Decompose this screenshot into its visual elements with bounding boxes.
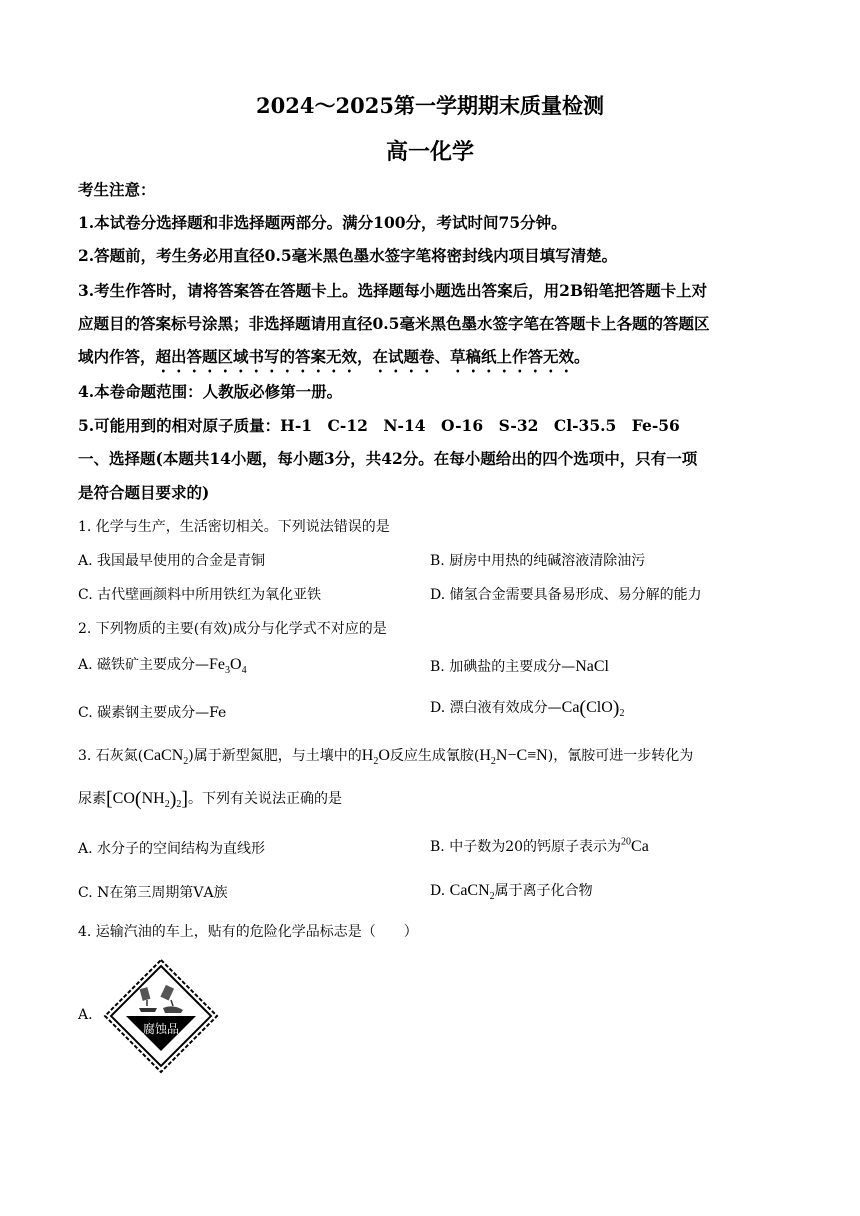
- question-2-option-d: [430, 697, 624, 720]
- corrosive-hazard-sign-icon: [103, 958, 219, 1074]
- question-3-option-c: C. N在第三周期第ⅤA族: [78, 885, 228, 901]
- exam-title: 2024～2025第一学期期末质量检测: [256, 93, 604, 118]
- question-1-option-c: C. 古代壁画颜料中所用铁红为氧化亚铁: [78, 587, 322, 603]
- question-3-stem2-part-b: 。下列有关说法正确的是: [188, 791, 343, 807]
- formula-fe3o4: $Fe_3O_4$: [209, 656, 247, 677]
- question-3-option-d-text: D.: [430, 883, 450, 899]
- question-3-option-b-text: B. 中子数为20的钙原子表示为: [430, 839, 622, 855]
- notice-item-3-part-a: 域内作答，: [78, 347, 156, 366]
- question-3-option-d: [430, 880, 593, 902]
- question-1-stem: 1. 化学与生产，生活密切相关。下列说法错误的是: [78, 519, 390, 535]
- formula-urea: $[CO(NH_2)_2]$: [106, 788, 189, 811]
- section-1-heading-line-2: 是符合题目要求的): [78, 483, 210, 502]
- question-3-option-b: [430, 836, 649, 856]
- formula-nacl: NaCl: [575, 658, 609, 675]
- question-4-option-a-label: A.: [78, 1007, 93, 1023]
- question-1-option-a: A. 我国最早使用的合金是青铜: [78, 553, 266, 569]
- notice-item-2: 2.答题前，考生务必用直径0.5毫米黑色墨水签字笔将密封线内项目填写清楚。: [78, 246, 618, 265]
- question-2-option-a: [78, 654, 247, 676]
- notice-item-3-part-c: 。: [574, 347, 590, 366]
- question-1-option-b: B. 厨房中用热的纯碱溶液清除油污: [430, 553, 646, 569]
- notice-item-3-emphasis: 超出答题区域书写的答案无效，在试题卷、草稿纸上作答无效: [155, 347, 575, 366]
- notice-heading: 考生注意：: [78, 180, 156, 199]
- formula-cacn2: CaCN$_2$: [143, 747, 189, 768]
- question-3-stem-part-b: )属于新型氮肥，与土壤中的: [188, 748, 362, 764]
- section-1-heading-line-1: 一、选择题(本题共14小题，每小题3分，共42分。在每小题给出的四个选项中，只有一项: [78, 449, 698, 468]
- formula-20ca: $^{20}$Ca: [621, 836, 649, 855]
- question-3-stem-line-2: [78, 788, 342, 811]
- notice-item-3-line-2: 应题目的答案标号涂黑；非选择题请用直径0.5毫米黑色墨水签字笔在答题卡上各题的答题区: [78, 314, 710, 333]
- exam-subject: 高一化学: [385, 139, 474, 165]
- question-4-stem: 4. 运输汽油的车上，贴有的危险化学品标志是（ ）: [78, 924, 418, 940]
- question-3-stem-part-c: 反应生成氰胺(: [389, 748, 480, 764]
- question-2-option-b: [430, 656, 609, 676]
- notice-item-3-line-1: 3.考生作答时，请将答案答在答题卡上。选择题每小题选出答案后，用2B铅笔把答题卡上对: [78, 281, 708, 300]
- question-2-option-a-text: A. 磁铁矿主要成分—: [78, 657, 210, 673]
- question-2-stem: 2. 下列物质的主要(有效)成分与化学式不对应的是: [78, 621, 387, 637]
- question-3-option-d-tail: 属于离子化合物: [494, 883, 593, 899]
- question-3-stem2-part-a: 尿素: [78, 791, 106, 807]
- question-3-stem-line-1: [78, 745, 693, 767]
- question-3-stem-part-a: 3. 石灰氮(: [78, 748, 144, 764]
- question-3-option-a: A. 水分子的空间结构为直线形: [78, 841, 266, 857]
- formula-cacn2-d: CaCN$_2$: [449, 882, 495, 903]
- question-2-option-c: C. 碳素钢主要成分—Fe: [78, 705, 227, 721]
- notice-item-3-line-3: [78, 345, 778, 376]
- question-3-stem-part-d: )，氰胺可进一步转化为: [547, 748, 694, 764]
- formula-cyanamide: $H_2N-C\equiv N$: [479, 747, 548, 768]
- question-1-option-d: D. 储氢合金需要具备易形成、易分解的能力: [430, 587, 702, 603]
- question-2-option-b-text: B. 加碘盐的主要成分—: [430, 659, 576, 675]
- notice-item-4: 4.本卷命题范围：人教版必修第一册。: [78, 382, 343, 401]
- notice-item-1: 1.本试卷分选择题和非选择题两部分。满分100分，考试时间75分钟。: [78, 213, 567, 232]
- formula-ca-clo-2: $Ca(ClO)_2$: [561, 697, 625, 720]
- notice-item-5: 5.可能用到的相对原子质量：H-1 C-12 N-14 O-16 S-32 Cl-35.5 Fe-56: [78, 416, 680, 435]
- question-2-option-d-text: D. 漂白液有效成分—: [430, 700, 562, 716]
- hazard-sign-label: 腐蚀品: [142, 1022, 180, 1036]
- formula-h2o: $H_2O$: [361, 747, 390, 768]
